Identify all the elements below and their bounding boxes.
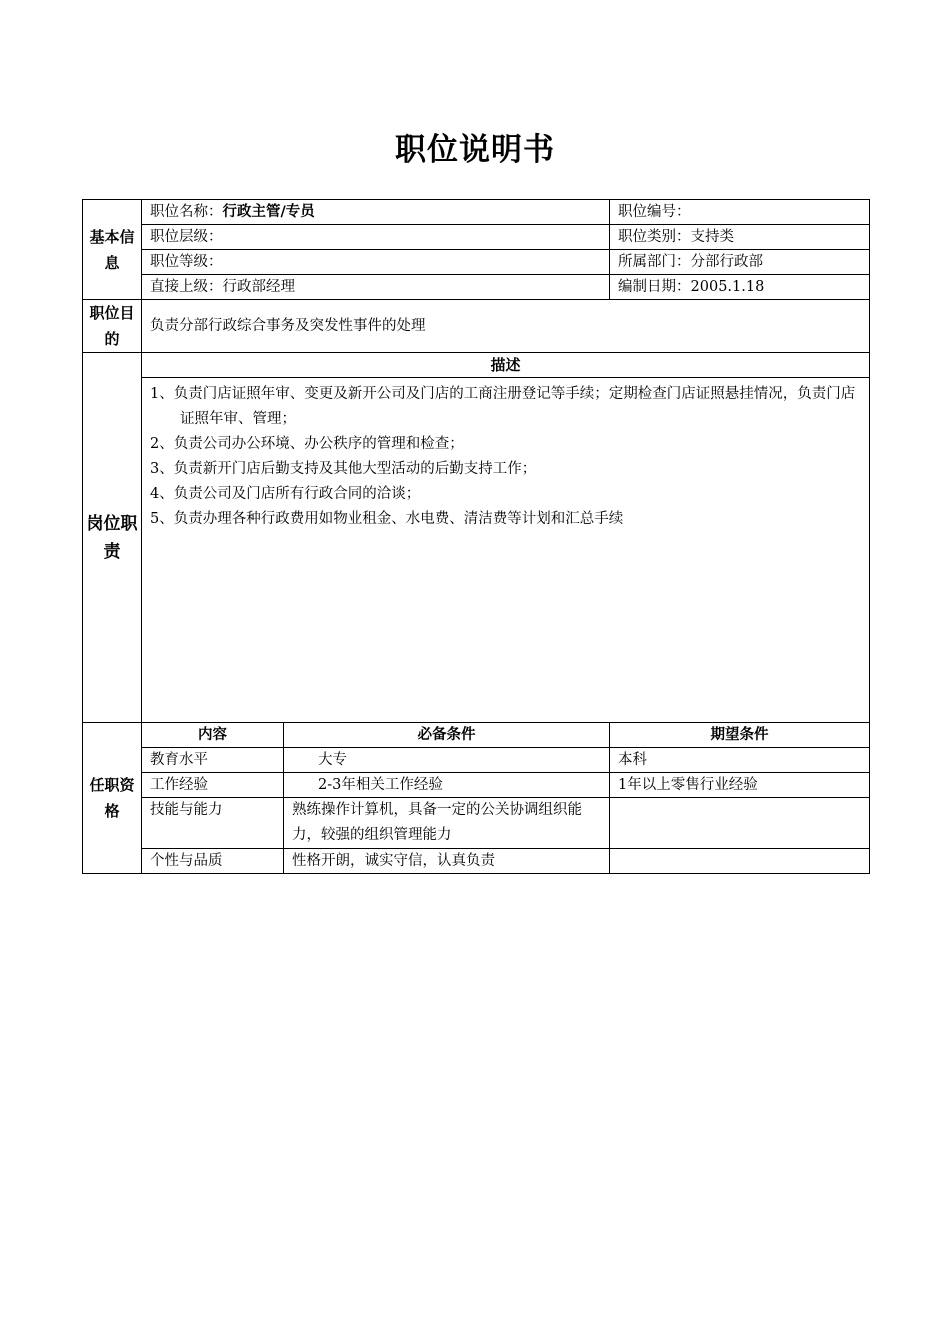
qualifications-label: 任职资格 (83, 723, 142, 874)
basic-info-row-1 (83, 200, 870, 225)
job-description-table (82, 199, 870, 874)
qual-header-expected: 期望条件 (610, 723, 870, 748)
duty-item: 2、负责公司办公环境、办公秩序的管理和检查； (150, 436, 464, 452)
position-name-value: 行政主管/专员 (222, 204, 315, 220)
prepared-date-label: 编制日期： (618, 279, 691, 295)
qualification-row (83, 798, 870, 849)
duties-list (142, 378, 870, 723)
duty-item: 5、负责办理各种行政费用如物业租金、水电费、清洁费等计划和汇总手续 (150, 511, 624, 527)
supervisor-value: 行政部经理 (222, 279, 295, 295)
supervisor-label: 直接上级： (150, 279, 223, 295)
position-category-value: 支持类 (690, 229, 735, 245)
position-category-label: 职位类别： (618, 229, 691, 245)
basic-info-row-2 (83, 225, 870, 250)
position-grade-cell (142, 250, 610, 275)
prepared-date-cell (610, 275, 870, 300)
qual-header-item: 内容 (142, 723, 284, 748)
qual-required: 性格开朗，诚实守信，认真负责 (284, 849, 610, 874)
purpose-row (83, 300, 870, 353)
qual-expected: 本科 (610, 748, 870, 773)
supervisor-cell (142, 275, 610, 300)
position-level-cell (142, 225, 610, 250)
qual-expected (610, 849, 870, 874)
position-category-cell (610, 225, 870, 250)
duties-label: 岗位职责 (83, 353, 142, 723)
department-value: 分部行政部 (690, 254, 764, 270)
qual-expected: 1年以上零售行业经验 (610, 773, 870, 798)
department-label: 所属部门： (618, 254, 691, 270)
qualification-row (83, 849, 870, 874)
duty-item: 4、负责公司及门店所有行政合同的洽谈； (150, 486, 421, 502)
position-grade-label: 职位等级： (150, 254, 223, 270)
qual-required: 大专 (284, 748, 610, 773)
qual-required: 熟练操作计算机，具备一定的公关协调组织能力，较强的组织管理能力 (284, 798, 610, 849)
duty-item: 1、负责门店证照年审、变更及新开公司及门店的工商注册登记等手续；定期检查门店证照悬挂情况，负责门店证照年审、管理； (150, 386, 856, 427)
qual-item: 技能与能力 (142, 798, 284, 849)
purpose-label: 职位目的 (83, 300, 142, 353)
qual-expected (610, 798, 870, 849)
position-code-label: 职位编号： (618, 204, 691, 220)
qual-required: 2-3年相关工作经验 (284, 773, 610, 798)
qual-item: 个性与品质 (142, 849, 284, 874)
duties-header-row (83, 353, 870, 378)
qualification-row (83, 773, 870, 798)
purpose-text: 负责分部行政综合事务及突发性事件的处理 (142, 300, 870, 353)
position-level-label: 职位层级： (150, 229, 223, 245)
qualifications-header-row (83, 723, 870, 748)
page-title: 职位说明书 (395, 132, 555, 168)
duties-body-row (83, 378, 870, 723)
basic-info-row-3 (83, 250, 870, 275)
basic-info-label: 基本信息 (83, 200, 142, 300)
duties-header: 描述 (142, 353, 870, 378)
department-cell (610, 250, 870, 275)
duty-item: 3、负责新开门店后勤支持及其他大型活动的后勤支持工作； (150, 461, 537, 477)
qual-item: 工作经验 (142, 773, 284, 798)
qualification-row (83, 748, 870, 773)
position-name-cell (142, 200, 610, 225)
basic-info-row-4 (83, 275, 870, 300)
position-name-label: 职位名称： (150, 204, 223, 220)
qual-item: 教育水平 (142, 748, 284, 773)
qual-header-required: 必备条件 (284, 723, 610, 748)
prepared-date-value: 2005.1.18 (690, 279, 765, 295)
position-code-cell (610, 200, 870, 225)
